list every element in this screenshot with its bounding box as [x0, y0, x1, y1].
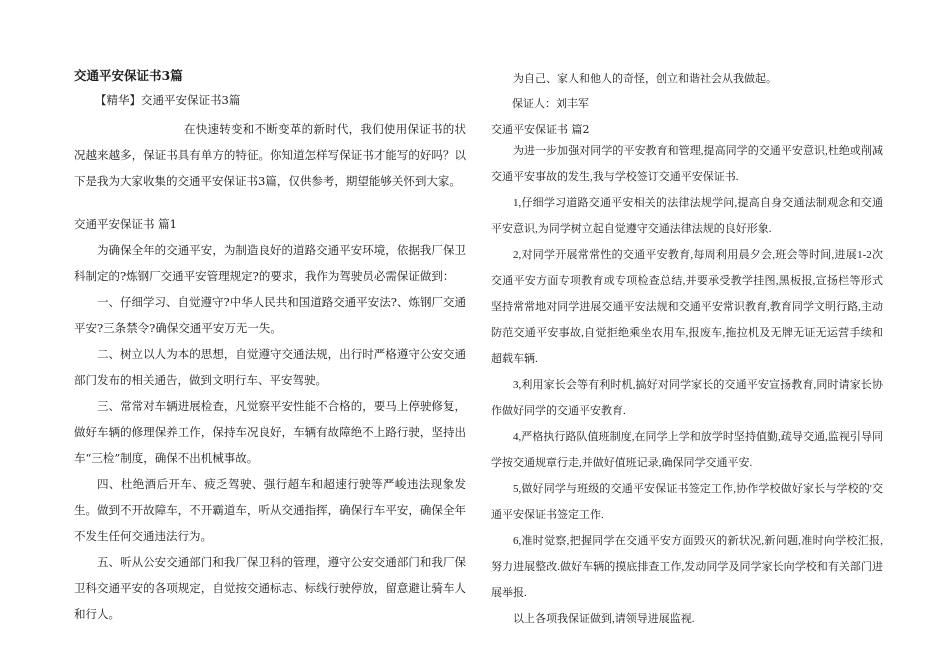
section1-paragraph: 二、树立以人为本的思想，自觉遵守交通法规，出行时严格遵守公安交通部门发布的相关通告，做到文明行车、平安驾驶。: [74, 347, 466, 387]
section1-paragraph: 一、仔细学习、自觉遵守?中华人民共和国道路交通平安法?、炼钢厂交通平安?三条禁令?确保交通平安万无一失。: [74, 295, 466, 335]
document-title: 交通平安保证书3篇: [74, 68, 183, 83]
section1-paragraph: 为确保全年的交通平安，为制造良好的道路交通平安环境，依据我厂保卫科制定的?炼钢厂交通平安管理规定?的要求，我作为驾驶员必需保证做到：: [74, 243, 466, 283]
section1-paragraph: 五、听从公安交通部门和我厂保卫科的管理，遵守公安交通部门和我厂保卫科交通平安的各项规定，自觉按交通标志、标线行驶停放，留意避让骑车人和行人。: [74, 555, 466, 621]
section2-paragraph: 6,准时觉察,把握同学在交通平安方面毁灭的新状况,新问题,准时向学校汇报,努力进展整改.做好车辆的摸底排查工作,发动同学及同学家长向学校和有关部门进展举报.: [491, 535, 883, 599]
document-subtitle: 【精华】交通平安保证书3篇: [95, 93, 241, 107]
signer-line: 保证人：刘丰军: [512, 97, 589, 110]
section1-continuation: 为自己、家人和他人的奇怪，创立和谐社会从我做起。: [513, 73, 777, 85]
section2-paragraph: 1,仔细学习道路交通平安相关的法律法规学问,提高自身交通法制观念和交通平安意识,为同学树立起自觉遵守交通法律法规的良好形象.: [491, 197, 883, 235]
section2-paragraph: 为进一步加强对同学的平安教育和管理,提高同学的交通平安意识,杜绝或削减交通平安事故的发生,我与学校签订交通平安保证书.: [491, 145, 883, 183]
section1-paragraph: 三、常常对车辆进展检查，凡觉察平安性能不合格的，要马上停驶修复，做好车辆的修理保养工作，保持车况良好，车辆有故障绝不上路行驶，坚持出车“三检”制度，确保不出机械事故。: [74, 399, 466, 465]
section1-heading: 交通平安保证书 篇1: [74, 217, 177, 231]
section1-paragraph: 四、杜绝酒后开车、疲乏驾驶、强行超车和超速行驶等严峻违法现象发生。做到不开故障车，不开霸道车，听从交通指挥，确保行车平安，确保全年不发生任何交通违法行为。: [74, 477, 466, 543]
section2-heading: 交通平安保证书 篇2: [491, 123, 590, 136]
section2-paragraph: 3,利用家长会等有利时机,搞好对同学家长的交通平安宣扬教育,同时请家长协作做好同学的交通平安教育.: [491, 379, 883, 417]
section2-paragraph: 5,做好同学与班级的交通平安保证书签定工作,协作学校做好家长与学校的'交通平安保证书签定工作.: [491, 483, 883, 521]
section2-paragraph: 2,对同学开展常常性的交通平安教育,每周利用晨夕会,班会等时间,进展1-2次交通平安方面专项教育或专项检查总结,并要承受教学挂图,黑板报,宣扬栏等形式坚持常常地对同学进展交通平安法规和交通平安常识教育,教育同学文明行路,主动防范交通平安事故,自觉拒绝乘坐农用车,报废车,拖拉机及无牌无证无运营手续和超载车辆.: [491, 249, 883, 365]
section2-paragraph: 以上各项我保证做到,请领导进展监视.: [513, 613, 695, 625]
intro-paragraph: 在快速转变和不断变革的新时代，我们使用保证书的状况越来越多，保证书具有单方的特征。你知道怎样写保证书才能写的好吗？以下是我为大家收集的交通平安保证书3篇，仅供参考，期望能够关怀到大家。: [74, 122, 466, 188]
section2-paragraph: 4,严格执行路队值班制度,在同学上学和放学时坚持值勤,疏导交通,监视引导同学按交通规章行走,并做好值班记录,确保同学交通平安.: [491, 431, 883, 469]
